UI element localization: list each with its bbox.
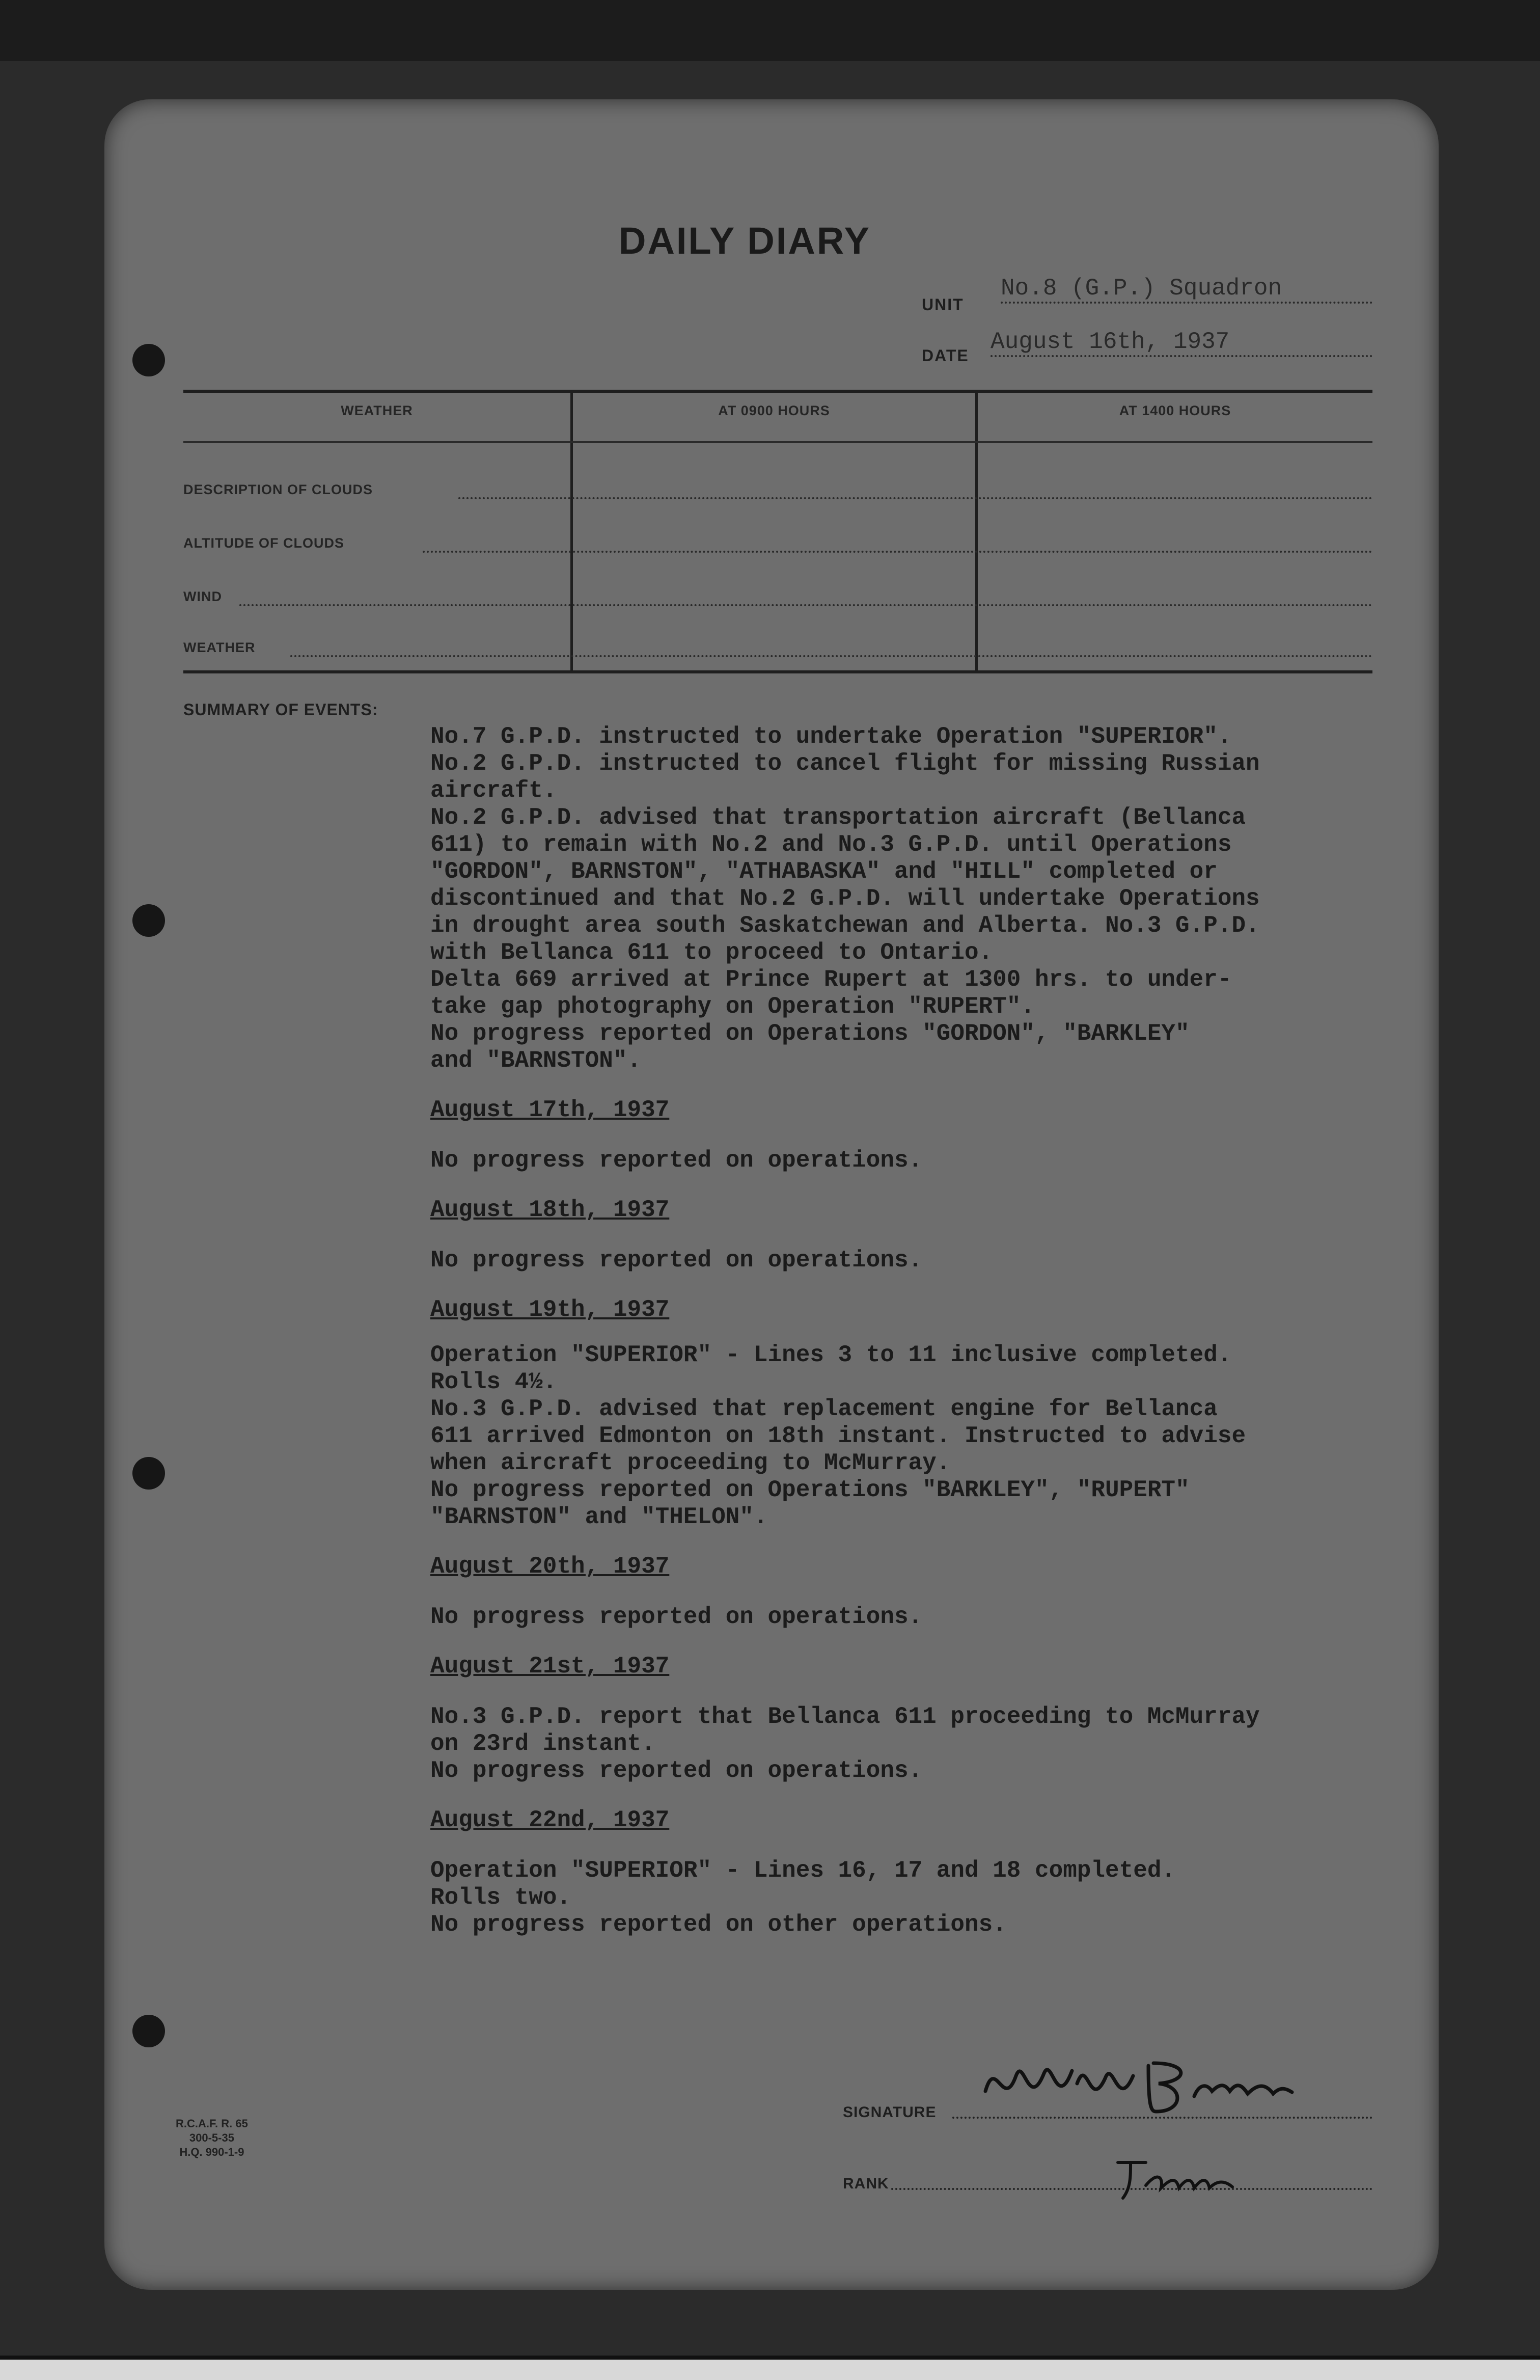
entry-date: August 18th, 1937 [430,1197,670,1223]
diary-entry [430,1631,1398,1784]
entry-text: No progress reported on operations. [430,1604,923,1630]
date-label: DATE [922,346,969,365]
row-rule [458,497,1372,499]
diary-entry [430,1531,1398,1631]
diary-entry [430,1174,1398,1274]
form-number-line: R.C.A.F. R. 65 [176,2117,248,2130]
unit-label: UNIT [922,295,964,314]
entry-text: No.3 G.P.D. report that Bellanca 611 proceeding to McMurray on 23rd instant. No progress reported on operations. [430,1703,1260,1784]
entry-date: August 20th, 1937 [430,1553,670,1580]
row-wind: WIND [183,589,222,604]
row-description-of-clouds: DESCRIPTION OF CLOUDS [183,482,373,497]
diary-entry [430,1274,1398,1531]
row-weather: WEATHER [183,640,256,655]
entry-text: Operation "SUPERIOR" - Lines 3 to 11 inclusive completed. Rolls 4½. No.3 G.P.D. advised that replacement engine for Bellanca 611 arrived Edmonton on 18th instant. Instructed to advise when aircraft proceeding to McMurray. No progress reported on Operations "BARKLEY", "RUPERT" "BARNSTON" and "THELON". [430,1342,1246,1530]
signature-label: SIGNATURE [843,2104,937,2121]
column-divider [570,393,573,670]
weather-table [183,390,1372,673]
binder-hole [132,2015,165,2047]
binder-hole [132,904,165,937]
header-1400: AT 1400 HOURS [1119,403,1231,418]
entry-date: August 21st, 1937 [430,1653,670,1680]
entry-date: August 22nd, 1937 [430,1807,670,1833]
row-rule [239,604,1372,606]
row-rule [290,655,1372,657]
form-number-line: 300-5-35 [189,2131,234,2144]
handwritten-signature [980,2035,1296,2122]
entry-date: August 19th, 1937 [430,1296,670,1323]
diary-entry [430,1074,1398,1174]
diary-entry [430,1784,1398,1938]
binder-hole [132,344,165,376]
rank-label: RANK [843,2175,889,2192]
entry-text: No progress reported on operations. [430,1147,923,1174]
table-rule [183,441,1372,443]
page-title: DAILY DIARY [619,220,871,262]
summary-of-events [430,723,1398,1938]
date-value: August 16th, 1937 [991,329,1372,357]
row-altitude-of-clouds: ALTITUDE OF CLOUDS [183,535,344,551]
entry-text: Operation "SUPERIOR" - Lines 16, 17 and 18 completed. Rolls two. No progress reported on other operations. [430,1857,1176,1938]
entry-text: No progress reported on operations. [430,1247,923,1274]
form-number [176,2117,248,2159]
summary-label: SUMMARY OF EVENTS: [183,700,378,719]
binder-hole [132,1457,165,1490]
diary-page [104,99,1439,2290]
film-frame-top [0,0,1540,61]
handwritten-rank [1110,2147,1243,2203]
column-divider [975,393,978,670]
header-0900: AT 0900 HOURS [718,403,830,418]
row-rule [423,551,1372,553]
form-number-line: H.Q. 990-1-9 [179,2146,244,2158]
entry-text: No.7 G.P.D. instructed to undertake Operation "SUPERIOR". No.2 G.P.D. instructed to cancel flight for missing Russian aircraft. No.2 G.P.D. advised that transportation aircraft (Bellanca 611) to remain with No.2 and No.3 G.P.D. until Operations "GORDON", BARNSTON", "ATHABASKA" and "HILL" completed or discontinued and that No.2 G.P.D. will undertake Operations in drought area south Saskatchewan and Alberta. No.3 G.P.D. with Bellanca 611 to proceed to Ontario. Delta 669 arrived at Prince Rupert at 1300 hrs. to under- take gap photography on Operation "RUPERT". No progress reported on Operations "GORDON", "BARKLEY" and "BARNSTON". [430,723,1260,1074]
weather-header: WEATHER [341,403,413,418]
film-frame-bottom [0,2356,1540,2380]
unit-value: No.8 (G.P.) Squadron [1001,275,1372,304]
entry-date: August 17th, 1937 [430,1097,670,1123]
